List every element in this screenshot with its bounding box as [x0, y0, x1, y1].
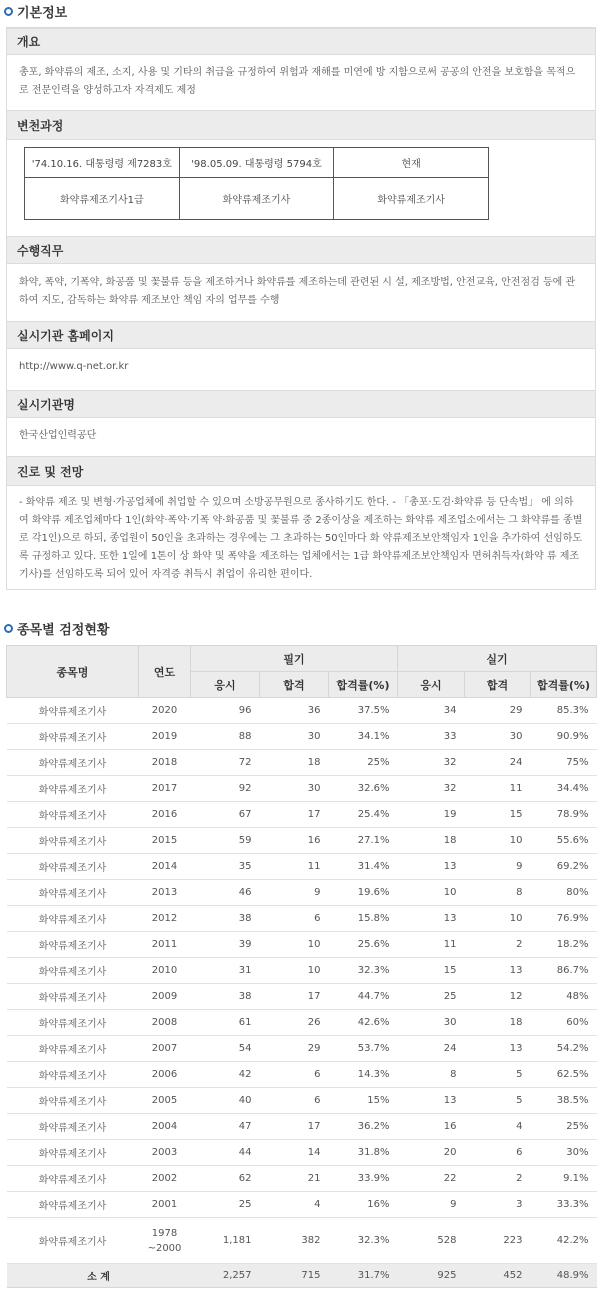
cell-written-passed: 11	[260, 854, 329, 880]
cell-written-applicants: 62	[191, 1166, 260, 1192]
cell-written-rate: 36.2%	[329, 1114, 398, 1140]
history-value-3: 화약류제조기사	[334, 178, 489, 220]
basic-info-heading	[4, 1, 67, 21]
section-title: 종목별 검정현황	[17, 622, 110, 638]
cell-written-applicants: 92	[191, 776, 260, 802]
cell-year: 2008	[139, 1010, 191, 1036]
cell-practical-applicants: 13	[398, 1088, 465, 1114]
cell-written-applicants: 67	[191, 802, 260, 828]
cell-year: 2013	[139, 880, 191, 906]
cell-written-passed: 4	[260, 1192, 329, 1218]
cell-written-passed: 21	[260, 1166, 329, 1192]
cell-exam-name: 화약류제조기사	[7, 1166, 139, 1192]
table-row	[7, 1088, 597, 1114]
cell-written-rate: 32.3%	[329, 1218, 398, 1264]
cell-written-rate: 19.6%	[329, 880, 398, 906]
table-row	[7, 1218, 597, 1264]
cell-practical-rate: 75%	[531, 750, 597, 776]
cell-practical-rate: 78.9%	[531, 802, 597, 828]
cell-exam-name: 화약류제조기사	[7, 906, 139, 932]
cell-practical-rate: 62.5%	[531, 1062, 597, 1088]
cell-written-applicants: 47	[191, 1114, 260, 1140]
cell-practical-rate: 48%	[531, 984, 597, 1010]
written-applicants-header: 응시	[191, 672, 260, 698]
table-row	[7, 750, 597, 776]
cell-practical-passed: 223	[465, 1218, 531, 1264]
cell-written-rate: 31.8%	[329, 1140, 398, 1166]
cell-written-applicants: 1,181	[191, 1218, 260, 1264]
cell-exam-name: 화약류제조기사	[7, 828, 139, 854]
cell-written-applicants: 59	[191, 828, 260, 854]
cell-written-applicants: 96	[191, 698, 260, 724]
cell-exam-name: 화약류제조기사	[7, 1088, 139, 1114]
history-header-3: 현재	[334, 148, 489, 178]
table-row	[7, 1166, 597, 1192]
cell-year: 2017	[139, 776, 191, 802]
cell-practical-passed: 6	[465, 1140, 531, 1166]
cell-written-rate: 33.9%	[329, 1166, 398, 1192]
cell-practical-rate: 60%	[531, 1010, 597, 1036]
cell-exam-name: 화약류제조기사	[7, 932, 139, 958]
cell-practical-rate: 30%	[531, 1140, 597, 1166]
table-row	[7, 1036, 597, 1062]
cell-practical-applicants: 33	[398, 724, 465, 750]
cell-year: 2009	[139, 984, 191, 1010]
cell-written-applicants: 31	[191, 958, 260, 984]
cell-year: 2011	[139, 932, 191, 958]
col-practical-header: 실기	[398, 646, 597, 672]
career-text: - 화약류 제조 및 변형·가공업체에 취업할 수 있으며 소방공무원으로 종사하기도 한다. - 「총포·도검·화약류 등 단속법」 에 의하여 화약류 제조업체마다 1인(화약·폭약·기폭 약·화공품 및 꽃불류 중 2종이상을 제조하는 화약류 제조업소에서는 그 화약류를 종별로 각1인)으로 하되, 종업원이 50인을 초과하는 경우에는 그 초과하는 50인마다 화 약류제조보안책임자 1인을 추가하여 선임하도록 규정하고 있다. 또한 1일에 1톤이 상 화약 및 폭약을 제조하는 업체에서는 1급 화약류제조보안책임자 면허취득자(화약 류 제조기사)를 선임하도록 되어 있어 자격증 취득시 취업이 유리한 편이다.	[19, 497, 583, 580]
written-rate-header: 합격률(%)	[329, 672, 398, 698]
table-row	[7, 984, 597, 1010]
cell-practical-applicants: 20	[398, 1140, 465, 1166]
col-name-header: 종목명	[7, 646, 139, 698]
cell-practical-passed: 13	[465, 1036, 531, 1062]
cell-practical-passed: 29	[465, 698, 531, 724]
cell-exam-name: 화약류제조기사	[7, 776, 139, 802]
cell-exam-name: 화약류제조기사	[7, 698, 139, 724]
total-practical-rate: 48.9%	[531, 1264, 597, 1288]
cell-written-applicants: 35	[191, 854, 260, 880]
cell-year: 2015	[139, 828, 191, 854]
cell-written-applicants: 38	[191, 984, 260, 1010]
cell-written-rate: 16%	[329, 1192, 398, 1218]
cell-written-passed: 30	[260, 776, 329, 802]
cell-year: 2002	[139, 1166, 191, 1192]
cell-written-rate: 31.4%	[329, 854, 398, 880]
cell-year: 1978 ~2000	[139, 1218, 191, 1264]
cell-practical-passed: 30	[465, 724, 531, 750]
table-row	[7, 880, 597, 906]
cell-written-passed: 14	[260, 1140, 329, 1166]
cell-written-rate: 27.1%	[329, 828, 398, 854]
table-row	[7, 724, 597, 750]
cell-written-passed: 16	[260, 828, 329, 854]
cell-practical-rate: 42.2%	[531, 1218, 597, 1264]
cell-written-passed: 6	[260, 1062, 329, 1088]
duties-text: 화약, 폭약, 기폭약, 화공품 및 꽃불류 등을 제조하거나 화약류를 제조하는데 관련된 시 설, 제조방법, 안전교육, 안전점검 등에 관하여 지도, 감독하는 화약류 제조보안 책임 자의 업무를 수행	[19, 277, 576, 306]
col-written-header: 필기	[191, 646, 398, 672]
cell-year: 2006	[139, 1062, 191, 1088]
cell-written-applicants: 61	[191, 1010, 260, 1036]
col-year-header: 연도	[139, 646, 191, 698]
cell-written-rate: 34.1%	[329, 724, 398, 750]
cell-practical-rate: 76.9%	[531, 906, 597, 932]
table-row	[7, 1062, 597, 1088]
cell-practical-applicants: 32	[398, 750, 465, 776]
cell-practical-rate: 38.5%	[531, 1088, 597, 1114]
cell-written-rate: 25%	[329, 750, 398, 776]
cell-written-rate: 25.6%	[329, 932, 398, 958]
career-label: 진로 및 전망	[7, 456, 595, 486]
cell-practical-passed: 10	[465, 828, 531, 854]
cell-written-passed: 382	[260, 1218, 329, 1264]
cell-exam-name: 화약류제조기사	[7, 1010, 139, 1036]
cell-written-passed: 18	[260, 750, 329, 776]
cell-year: 2005	[139, 1088, 191, 1114]
history-header-2: '98.05.09. 대통령령 5794호	[179, 148, 334, 178]
cell-practical-applicants: 25	[398, 984, 465, 1010]
cell-exam-name: 화약류제조기사	[7, 854, 139, 880]
practical-rate-header: 합격률(%)	[531, 672, 597, 698]
cell-practical-passed: 2	[465, 1166, 531, 1192]
cell-year: 2007	[139, 1036, 191, 1062]
cell-written-passed: 10	[260, 958, 329, 984]
cell-written-passed: 30	[260, 724, 329, 750]
table-row	[7, 1192, 597, 1218]
cell-written-applicants: 39	[191, 932, 260, 958]
cell-practical-passed: 13	[465, 958, 531, 984]
cell-year: 2016	[139, 802, 191, 828]
cell-practical-rate: 85.3%	[531, 698, 597, 724]
table-row	[7, 776, 597, 802]
cell-written-passed: 26	[260, 1010, 329, 1036]
cell-practical-applicants: 528	[398, 1218, 465, 1264]
cell-exam-name: 화약류제조기사	[7, 1114, 139, 1140]
overview-text: 총포, 화약류의 제조, 소지, 사용 및 기타의 취급을 규정하여 위험과 재해를 미연에 방 지함으로써 공공의 안전을 보호함을 목적으로 전문인력을 양성하고자 자격제도 제정	[19, 67, 576, 96]
table-row	[7, 1114, 597, 1140]
cell-year: 2003	[139, 1140, 191, 1166]
cell-year: 2020	[139, 698, 191, 724]
cell-year: 2014	[139, 854, 191, 880]
overview-label: 개요	[7, 28, 595, 55]
cell-practical-passed: 24	[465, 750, 531, 776]
table-row	[7, 1140, 597, 1166]
circle-bullet-icon	[4, 624, 13, 633]
cell-practical-rate: 90.9%	[531, 724, 597, 750]
cell-practical-passed: 5	[465, 1062, 531, 1088]
cell-exam-name: 화약류제조기사	[7, 724, 139, 750]
cell-written-rate: 15.8%	[329, 906, 398, 932]
cell-practical-applicants: 11	[398, 932, 465, 958]
cell-written-passed: 17	[260, 802, 329, 828]
table-row	[7, 932, 597, 958]
cell-written-rate: 37.5%	[329, 698, 398, 724]
cell-practical-applicants: 24	[398, 1036, 465, 1062]
cell-written-passed: 17	[260, 1114, 329, 1140]
cell-written-rate: 32.3%	[329, 958, 398, 984]
cell-practical-passed: 5	[465, 1088, 531, 1114]
cell-written-passed: 9	[260, 880, 329, 906]
cell-year: 2019	[139, 724, 191, 750]
cell-written-rate: 14.3%	[329, 1062, 398, 1088]
total-label: 소 계	[7, 1264, 191, 1288]
total-practical-passed: 452	[465, 1264, 531, 1288]
cell-exam-name: 화약류제조기사	[7, 1218, 139, 1264]
cell-written-applicants: 88	[191, 724, 260, 750]
cell-written-passed: 17	[260, 984, 329, 1010]
table-row	[7, 958, 597, 984]
cell-year: 2004	[139, 1114, 191, 1140]
cell-practical-applicants: 9	[398, 1192, 465, 1218]
cell-practical-rate: 34.4%	[531, 776, 597, 802]
cell-year: 2010	[139, 958, 191, 984]
homepage-label: 실시기관 홈페이지	[7, 321, 595, 349]
cell-practical-applicants: 16	[398, 1114, 465, 1140]
cell-written-applicants: 72	[191, 750, 260, 776]
cell-written-passed: 10	[260, 932, 329, 958]
cell-practical-rate: 18.2%	[531, 932, 597, 958]
stats-heading	[4, 618, 109, 638]
cell-written-applicants: 40	[191, 1088, 260, 1114]
cell-exam-name: 화약류제조기사	[7, 1062, 139, 1088]
practical-applicants-header: 응시	[398, 672, 465, 698]
table-row	[7, 828, 597, 854]
exam-stats-table	[6, 645, 597, 1288]
cell-exam-name: 화약류제조기사	[7, 880, 139, 906]
cell-practical-applicants: 10	[398, 880, 465, 906]
table-row	[7, 802, 597, 828]
total-practical-applicants: 925	[398, 1264, 465, 1288]
total-written-rate: 31.7%	[329, 1264, 398, 1288]
cell-exam-name: 화약류제조기사	[7, 984, 139, 1010]
basic-info-panel	[6, 27, 596, 590]
cell-written-rate: 15%	[329, 1088, 398, 1114]
total-row	[7, 1264, 597, 1288]
cell-written-rate: 25.4%	[329, 802, 398, 828]
cell-year: 2001	[139, 1192, 191, 1218]
total-written-applicants: 2,257	[191, 1264, 260, 1288]
cell-written-applicants: 38	[191, 906, 260, 932]
cell-exam-name: 화약류제조기사	[7, 958, 139, 984]
history-value-2: 화약류제조기사	[179, 178, 334, 220]
cell-practical-passed: 10	[465, 906, 531, 932]
written-passed-header: 합격	[260, 672, 329, 698]
table-row	[7, 906, 597, 932]
cell-written-passed: 36	[260, 698, 329, 724]
cell-written-applicants: 42	[191, 1062, 260, 1088]
cell-practical-passed: 2	[465, 932, 531, 958]
cell-practical-applicants: 18	[398, 828, 465, 854]
cell-practical-applicants: 34	[398, 698, 465, 724]
cell-practical-applicants: 15	[398, 958, 465, 984]
cell-written-passed: 29	[260, 1036, 329, 1062]
cell-written-passed: 6	[260, 1088, 329, 1114]
cell-written-rate: 32.6%	[329, 776, 398, 802]
agency-label: 실시기관명	[7, 390, 595, 418]
cell-exam-name: 화약류제조기사	[7, 1140, 139, 1166]
history-label: 변천과정	[7, 110, 595, 140]
homepage-link[interactable]: http://www.q-net.or.kr	[19, 361, 129, 372]
cell-practical-applicants: 30	[398, 1010, 465, 1036]
circle-bullet-icon	[4, 7, 13, 16]
table-row	[7, 698, 597, 724]
section-title: 기본정보	[17, 5, 68, 21]
cell-practical-applicants: 8	[398, 1062, 465, 1088]
cell-practical-applicants: 19	[398, 802, 465, 828]
cell-practical-rate: 55.6%	[531, 828, 597, 854]
cell-written-rate: 53.7%	[329, 1036, 398, 1062]
total-written-passed: 715	[260, 1264, 329, 1288]
cell-written-rate: 44.7%	[329, 984, 398, 1010]
cell-practical-applicants: 13	[398, 906, 465, 932]
cell-practical-passed: 12	[465, 984, 531, 1010]
history-value-1: 화약류제조기사1급	[25, 178, 180, 220]
cell-practical-passed: 18	[465, 1010, 531, 1036]
cell-practical-applicants: 32	[398, 776, 465, 802]
history-header-1: '74.10.16. 대통령령 제7283호	[25, 148, 180, 178]
cell-practical-passed: 4	[465, 1114, 531, 1140]
cell-practical-rate: 54.2%	[531, 1036, 597, 1062]
cell-written-rate: 42.6%	[329, 1010, 398, 1036]
cell-practical-rate: 33.3%	[531, 1192, 597, 1218]
cell-practical-passed: 3	[465, 1192, 531, 1218]
cell-exam-name: 화약류제조기사	[7, 1036, 139, 1062]
table-row	[7, 854, 597, 880]
cell-practical-rate: 80%	[531, 880, 597, 906]
history-table	[24, 147, 489, 220]
cell-exam-name: 화약류제조기사	[7, 802, 139, 828]
cell-written-applicants: 54	[191, 1036, 260, 1062]
cell-practical-rate: 25%	[531, 1114, 597, 1140]
cell-practical-rate: 9.1%	[531, 1166, 597, 1192]
cell-exam-name: 화약류제조기사	[7, 1192, 139, 1218]
cell-practical-rate: 69.2%	[531, 854, 597, 880]
cell-exam-name: 화약류제조기사	[7, 750, 139, 776]
cell-year: 2018	[139, 750, 191, 776]
cell-year: 2012	[139, 906, 191, 932]
practical-passed-header: 합격	[465, 672, 531, 698]
cell-written-passed: 6	[260, 906, 329, 932]
cell-practical-passed: 15	[465, 802, 531, 828]
cell-practical-rate: 86.7%	[531, 958, 597, 984]
cell-practical-passed: 11	[465, 776, 531, 802]
table-row	[7, 1010, 597, 1036]
cell-practical-applicants: 22	[398, 1166, 465, 1192]
cell-written-applicants: 46	[191, 880, 260, 906]
cell-written-applicants: 44	[191, 1140, 260, 1166]
cell-practical-passed: 8	[465, 880, 531, 906]
duties-label: 수행직무	[7, 236, 595, 264]
cell-practical-applicants: 13	[398, 854, 465, 880]
cell-written-applicants: 25	[191, 1192, 260, 1218]
agency-text: 한국산업인력공단	[19, 430, 97, 441]
cell-practical-passed: 9	[465, 854, 531, 880]
